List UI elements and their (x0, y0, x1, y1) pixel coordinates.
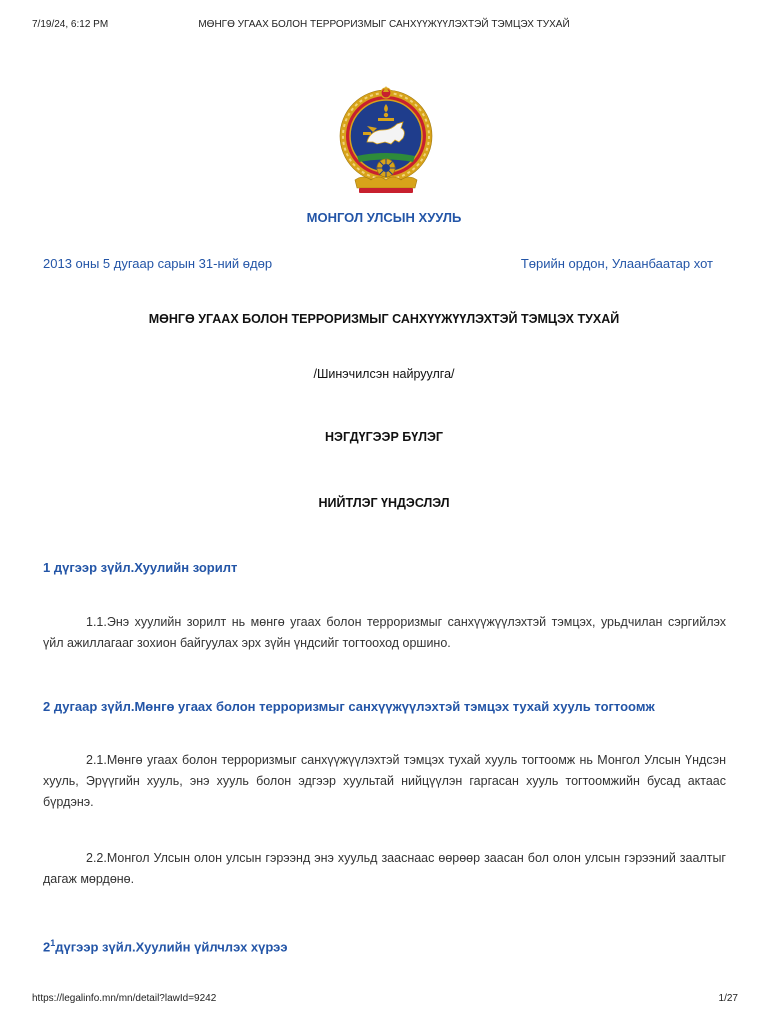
article-paragraph: 1.1.Энэ хуулийн зорилт нь мөнгө угаах болон терроризмыг санхүүжүүлэхтэй тэмцэх, урьдчилан сэргийлэх үйл ажиллагааг зохион байгуулах эрх зүйн үндсийг тогтооход оршино. (43, 615, 726, 650)
document-title: МӨНГӨ УГААХ БОЛОН ТЕРРОРИЗМЫГ САНХҮҮЖҮҮЛЭХТЭЙ ТЭМЦЭХ ТУХАЙ (148, 312, 620, 326)
article-number-superscript: 1 (50, 938, 56, 948)
print-page-title: МӨНГӨ УГААХ БОЛОН ТЕРРОРИЗМЫГ САНХҮҮЖҮҮЛЭХТЭЙ ТЭМЦЭХ ТУХАЙ (198, 19, 570, 30)
article-paragraph: 2.2.Монгол Улсын олон улсын гэрээнд энэ хуульд зааснаас өөрөөр заасан бол олон улсын гэрээний заалтыг дагаж мөрдөнө. (43, 851, 726, 886)
law-place: Төрийн ордон, Улаанбаатар хот (520, 256, 713, 271)
print-url: https://legalinfo.mn/mn/detail?lawId=9242 (32, 993, 217, 1004)
chapter-title: НИЙТЛЭГ ҮНДЭСЛЭЛ (318, 496, 450, 510)
law-heading: МОНГОЛ УЛСЫН ХУУЛЬ (306, 210, 462, 225)
print-footer (0, 993, 768, 1007)
print-header (0, 19, 768, 33)
article-heading[interactable]: 2 дугаар зүйл.Мөнгө угаах болон терроризмыг санхүүжүүлэхтэй тэмцэх тухай хууль тогтоомж (43, 699, 655, 714)
print-datetime: 7/19/24, 6:12 PM (32, 19, 109, 30)
law-date: 2013 оны 5 дугаар сарын 31-ний өдөр (43, 256, 273, 271)
article-heading[interactable] (43, 938, 288, 954)
article-number: 2 (43, 939, 51, 955)
document-subtitle: /Шинэчилсэн найруулга/ (313, 367, 455, 381)
article-paragraph: 2.1.Мөнгө угаах болон терроризмыг санхүүжүүлэхтэй тэмцэх тухай хууль тогтоомж нь Монгол Улсын Үндсэн хууль, Эрүүгийн хууль, энэ хууль болон эдгээр хуультай нийцүүлэн гаргасан хууль тогтоомжийн бусад актаас бүрдэнэ. (43, 753, 726, 809)
print-page-number: 1/27 (718, 993, 738, 1004)
article-title: дүгээр зүйл.Хуулийн үйлчлэх хүрээ (55, 939, 288, 955)
state-emblem-icon (333, 84, 439, 196)
article-heading[interactable]: 1 дүгээр зүйл.Хуулийн зорилт (43, 560, 238, 575)
chapter-number: НЭГДҮГЭЭР БҮЛЭГ (325, 430, 443, 444)
